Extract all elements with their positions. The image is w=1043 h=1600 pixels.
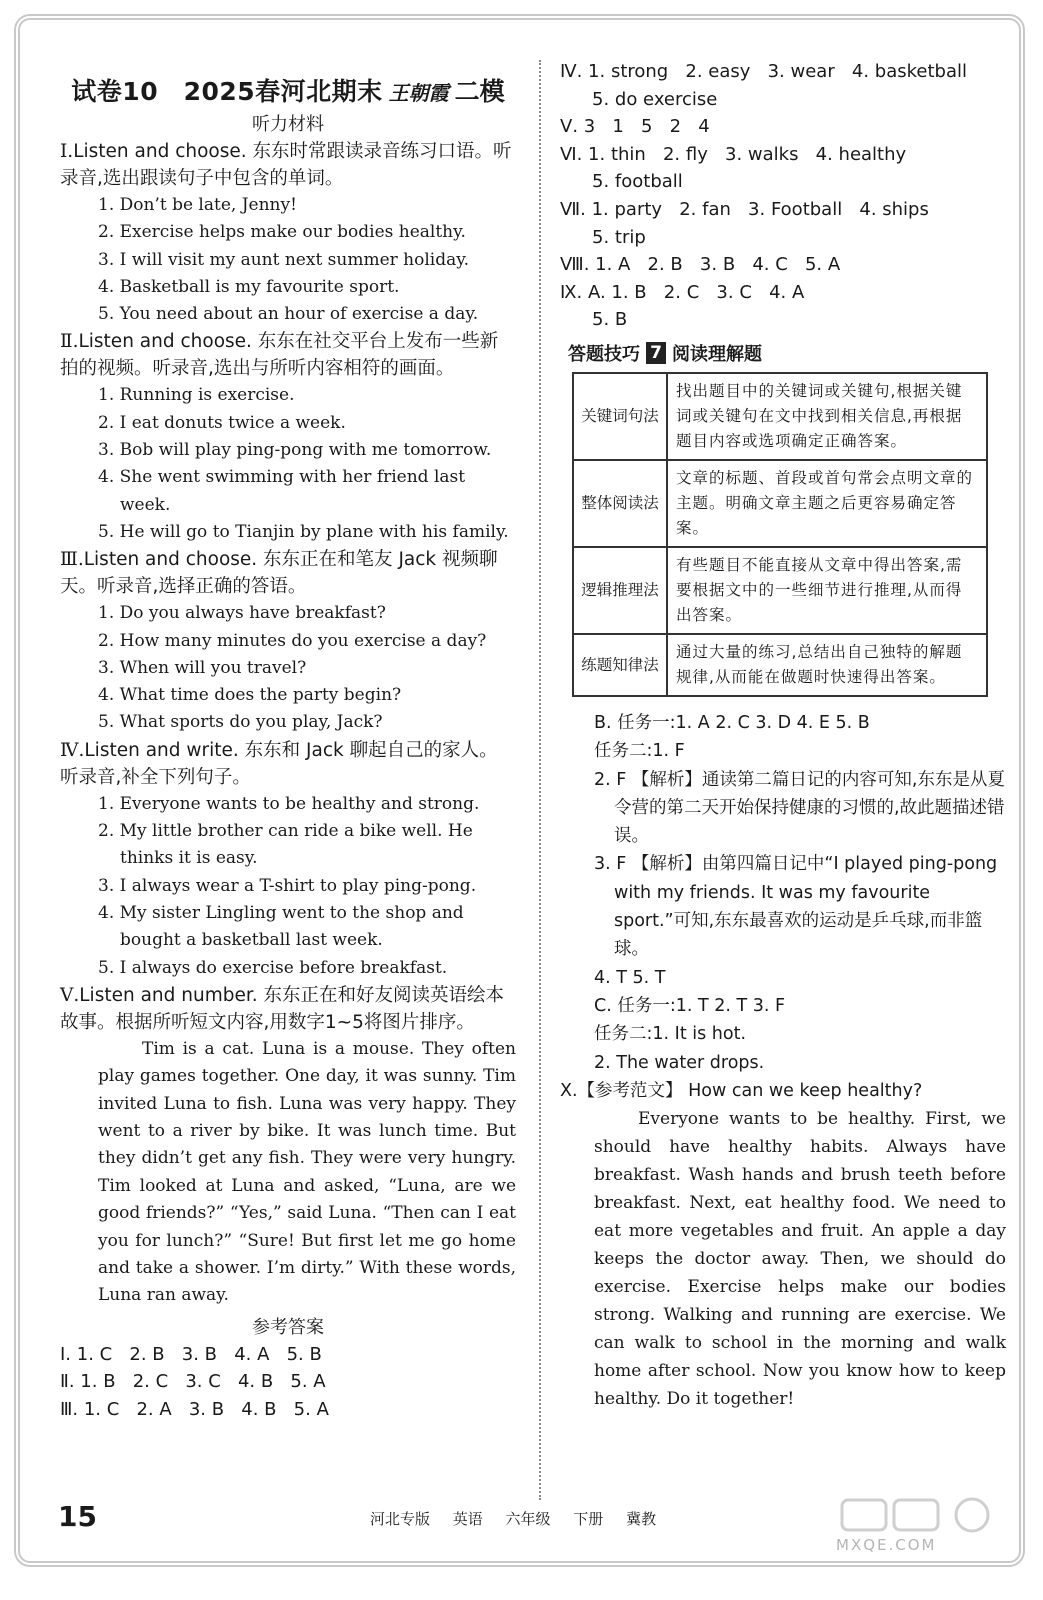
answer-line: 任务二:1. It is hot. [594,1024,747,1045]
tip-value: 找出题目中的关键词或关键句,根据关键词或关键句在文中找到相关信息,再根据题目内容或选项确定正确答案。 [667,373,987,460]
section-heading: Listen and number. 东东正在和好友阅读英语绘本故事。根据所听短文内容,用数字1~5将图片排序。 [60,984,505,1033]
list-item: 3. I will visit my aunt next summer holiday. [98,249,470,270]
section-number: Ⅳ. [60,739,85,761]
answer-line: Ⅳ. 1. strong 2. easy 3. wear 4. basketball [560,61,967,82]
section-heading: Listen and choose. 东东在社交平台上发布一些新拍的视频。听录音,选出与所听内容相符的画面。 [60,331,499,380]
answer-line: Ⅲ. 1. C 2. A 3. B 4. B 5. A [60,1398,329,1420]
answer-line: 4. T 5. T [594,967,666,988]
table-row [573,634,987,696]
essay-heading: Ⅹ.【参考范文】 How can we keep healthy? [560,1080,923,1101]
tip-heading [568,340,1006,366]
story-passage: Tim is a cat. Luna is a mouse. They often play games together. One day, it was sunny. Tim invited Luna to fish. Luna was very happy. They went to a river by bike. It was lunch time. But they didn’t get any fish. They were very hungry. Tim looked at Luna and asked, “Luna, are we good friends?” “Yes,” said Luna. “Then can I eat you for lunch?” “Sure! But first let me go home and take a shower. I’m dirty.” With these words, Luna ran away. [98,1038,516,1306]
brand-logo: 王朝霞 [388,81,449,105]
section-4 [60,737,516,982]
tip-value: 有些题目不能直接从文章中得出答案,需要根据文中的一些细节进行推理,从而得出答案。 [667,547,987,634]
list-item: 2. How many minutes do you exercise a day? [98,630,487,651]
section-heading: Listen and choose. 东东时常跟读录音练习口语。听录音,选出跟读句子中包含的单词。 [60,141,512,189]
tip-key: 关键词句法 [573,373,667,460]
tips-table [572,372,988,697]
section-number: Ⅴ. [60,984,80,1006]
answer-line: B. 任务一:1. A 2. C 3. D 4. E 5. B [594,712,870,733]
title-text: 试卷10 2025春河北期末 [71,77,383,106]
section-number: Ⅱ. [60,331,79,353]
section-items [60,192,516,328]
list-item: 4. She went swimming with her friend last week. [98,467,466,515]
answer-line: Ⅰ. 1. C 2. B 3. B 4. A 5. B [60,1343,322,1365]
answer-line: 5. do exercise [592,88,718,110]
section-heading: Listen and choose. 东东正在和笔友 Jack 视频聊天。听录音,选择正确的答语。 [60,549,498,598]
list-item: 4. My sister Lingling went to the shop and bought a basketball last week. [98,902,464,951]
list-item: 1. Everyone wants to be healthy and strong. [98,793,480,814]
answer-line: Ⅴ. 3 1 5 2 4 [560,116,710,138]
section-number: Ⅰ. [60,141,74,162]
table-row [573,547,987,634]
answer-line: 任务二:1. F [594,741,685,762]
list-item: 1. Running is exercise. [98,385,295,406]
answer-line: 5. football [592,171,683,193]
list-item: 5. What sports do you play, Jack? [98,712,383,733]
section-items [60,600,516,736]
answer-explanation: 3. F 【解析】由第四篇日记中“I played ping-pong with my friends. It was my favourite sport.”可知,东东最喜欢的运动是乒乓球,而非篮球。 [594,854,998,960]
answer-line: Ⅷ. 1. A 2. B 3. B 4. C 5. A [560,254,841,276]
list-item: 5. You need about an hour of exercise a day. [98,304,479,325]
right-column [560,58,1006,1430]
list-item: 3. I always wear a T-shirt to play ping-pong. [98,875,477,896]
answer-line: Ⅵ. 1. thin 2. fly 3. walks 4. healthy [560,143,907,165]
list-item: 2. My little brother can ride a bike well. He thinks it is easy. [98,821,473,869]
section-items [60,382,516,546]
tip-value: 通过大量的练习,总结出自己独特的解题规律,从而能在做题时快速得出答案。 [667,634,987,696]
answer-line: 5. trip [592,226,646,248]
answer-line: Ⅸ. A. 1. B 2. C 3. C 4. A [560,281,805,303]
footer-info: 河北专版 英语 六年级 下册 冀教 [370,1510,657,1528]
tip-key: 逻辑推理法 [573,547,667,634]
title-suffix: 二模 [454,77,505,106]
tip-title: 阅读理解题 [672,343,762,365]
answers-title: 参考答案 [252,1316,324,1338]
answer-line: 2. The water drops. [594,1052,765,1073]
list-item: 2. Exercise helps make our bodies healthy. [98,222,466,243]
section-3 [60,546,516,736]
tip-key: 练题知律法 [573,634,667,696]
page-title [60,72,516,108]
section-1 [60,138,516,328]
answer-line: Ⅶ. 1. party 2. fan 3. Football 4. ships [560,198,929,220]
table-row [573,373,987,460]
page-number: 15 [58,1500,97,1533]
section-heading: Listen and write. 东东和 Jack 聊起自己的家人。听录音,补全下列句子。 [60,739,498,788]
tip-key: 整体阅读法 [573,460,667,547]
left-column [60,64,516,1423]
list-item: 3. Bob will play ping-pong with me tomorrow. [98,440,492,461]
list-item: 1. Don’t be late, Jenny! [98,195,297,215]
answer-line: 5. B [592,309,628,331]
list-item: 5. He will go to Tianjin by plane with his family. [98,521,509,542]
table-row [573,460,987,547]
list-item: 5. I always do exercise before breakfast. [98,957,448,978]
watermark-text: MXQE.COM [836,1536,937,1554]
answer-line: C. 任务一:1. T 2. T 3. F [594,995,786,1016]
section-items [60,791,516,982]
reading-answers [560,709,1006,1105]
subtitle: 听力材料 [252,114,324,135]
list-item: 4. Basketball is my favourite sport. [98,276,400,297]
section-number: Ⅲ. [60,549,84,571]
section-2 [60,328,516,546]
model-essay: Everyone wants to be healthy. First, we should have healthy habits. Always have breakfast. Wash hands and brush teeth before breakfast. Next, eat healthy food. We need to eat more vegetables and fruit. An apple a day keeps the doctor away. Then, we should do exercise. Exercise helps make our bodies strong. Walking and running are exercise. We can walk to school in the morning and walk home after school. Now you know how to keep healthy. Do it together! [594,1109,1006,1410]
list-item: 3. When will you travel? [98,657,307,678]
answer-line: Ⅱ. 1. B 2. C 3. C 4. B 5. A [60,1371,326,1393]
tip-label: 答题技巧 [568,343,640,365]
list-item: 2. I eat donuts twice a week. [98,412,346,433]
tip-number-badge: 7 [646,342,666,364]
list-item: 4. What time does the party begin? [98,685,402,706]
section-5 [60,982,516,1310]
column-divider [539,60,541,1500]
answer-explanation: 2. F 【解析】通读第二篇日记的内容可知,东东是从夏令营的第二天开始保持健康的习惯的,故此题描述错误。 [594,769,1005,847]
list-item: 1. Do you always have breakfast? [98,603,386,624]
tip-value: 文章的标题、首段或首句常会点明文章的主题。明确文章主题之后更容易确定答案。 [667,460,987,547]
